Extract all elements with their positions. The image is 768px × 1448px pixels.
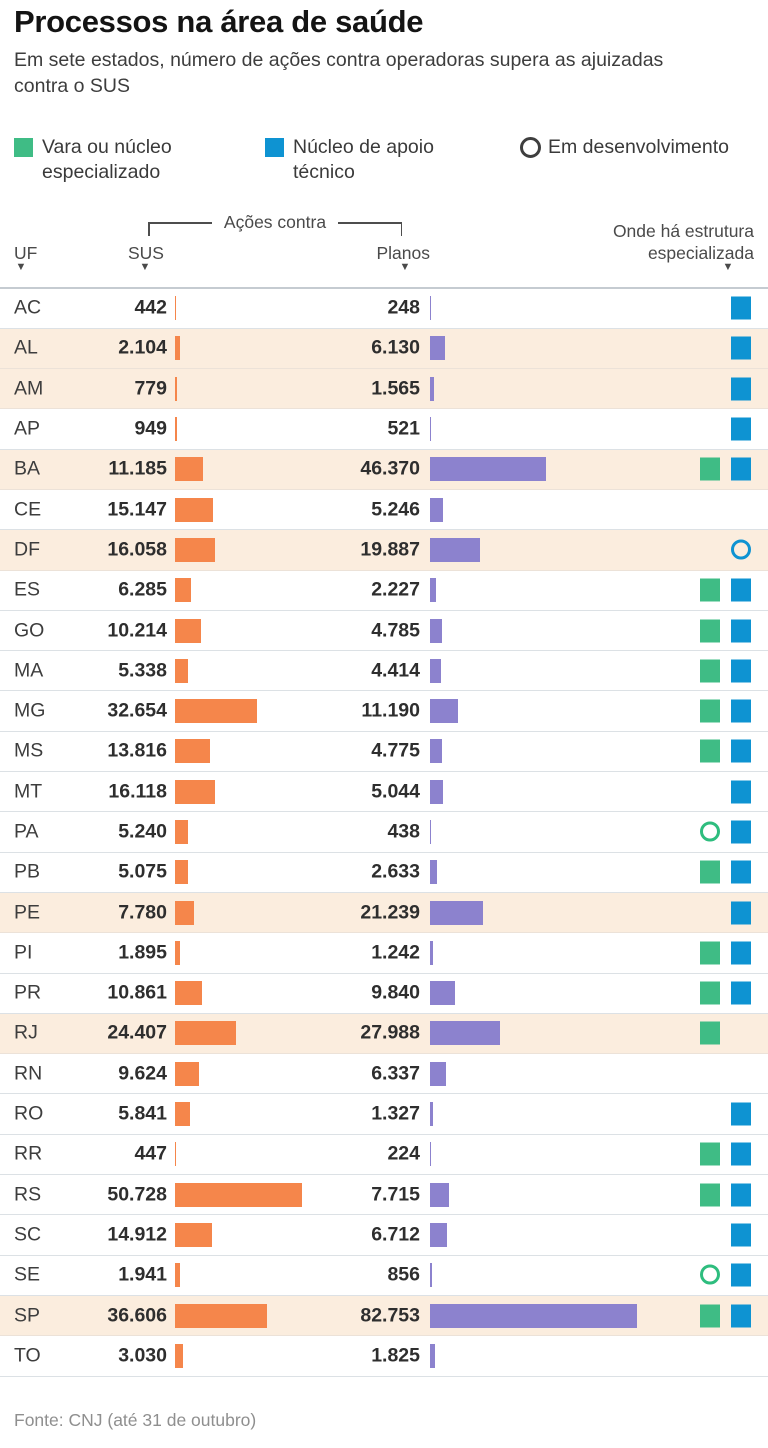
planos-value: 6.130: [371, 336, 420, 359]
planos-value: 248: [387, 296, 420, 319]
planos-value: 224: [387, 1142, 420, 1165]
sus-value: 10.861: [107, 981, 167, 1004]
sus-value: 14.912: [107, 1223, 167, 1246]
blue-square-icon: [731, 297, 751, 320]
state-rows: [0, 289, 768, 1377]
vara-status-slot: [700, 1143, 720, 1166]
planos-value: 438: [387, 820, 420, 843]
row-uf-label: RS: [14, 1183, 42, 1206]
blue-square-icon: [731, 1264, 751, 1287]
blue-square-icon: [731, 1304, 751, 1327]
vara-status-slot: [700, 700, 720, 723]
nucleo-status-slot: [731, 337, 751, 360]
legend-item-desenvolvimento: [520, 135, 768, 160]
row-uf-label: AM: [14, 377, 44, 400]
blue-square-icon: [731, 700, 751, 723]
row-uf-label: DF: [14, 538, 40, 561]
legend-item-nucleo: [265, 135, 473, 185]
nucleo-status-slot: [731, 780, 751, 803]
planos-bar: [430, 578, 436, 602]
sus-bar: [175, 377, 177, 401]
row-uf-label: RJ: [14, 1021, 38, 1044]
planos-value: 1.327: [371, 1102, 420, 1125]
table-row: [0, 450, 768, 490]
vara-status-slot: [700, 418, 720, 441]
row-uf-label: SE: [14, 1263, 41, 1286]
planos-value: 5.246: [371, 498, 420, 521]
legend-label: Em desenvolvimento: [548, 136, 730, 158]
nucleo-status-slot: [731, 1022, 751, 1045]
sus-value: 442: [134, 296, 167, 319]
blue-square-icon: [731, 1223, 751, 1246]
planos-bar: [430, 1223, 447, 1247]
nucleo-status-slot: [731, 458, 751, 481]
planos-bar: [430, 296, 431, 320]
planos-bar: [430, 538, 480, 562]
blue-developing-circle-icon: [731, 539, 751, 559]
row-uf-label: AP: [14, 417, 41, 440]
green-square-icon: [700, 700, 720, 723]
table-row: [0, 812, 768, 852]
sus-value: 9.624: [118, 1062, 167, 1085]
nucleo-status-slot: [731, 861, 751, 884]
nucleo-status-slot: [731, 1344, 751, 1367]
nucleo-status-slot: [731, 297, 751, 320]
blue-square-icon: [731, 337, 751, 360]
planos-bar: [430, 1344, 435, 1368]
nucleo-status-slot: [731, 538, 751, 561]
nucleo-status-slot: [731, 1062, 751, 1085]
vara-status-slot: [700, 780, 720, 803]
row-uf-label: CE: [14, 498, 42, 521]
row-uf-label: MG: [14, 699, 46, 722]
blue-square-icon: [731, 619, 751, 642]
sus-bar: [175, 820, 188, 844]
sus-bar: [175, 1263, 180, 1287]
sus-bar: [175, 619, 201, 643]
row-uf-label: SC: [14, 1223, 42, 1246]
table-row: [0, 1135, 768, 1175]
blue-square-icon: [731, 861, 751, 884]
blue-square-icon: [731, 901, 751, 924]
planos-bar: [430, 498, 443, 522]
planos-value: 4.785: [371, 619, 420, 642]
row-uf-label: TO: [14, 1344, 41, 1367]
sus-value: 32.654: [107, 699, 167, 722]
nucleo-status-slot: [731, 821, 751, 844]
sus-value: 779: [134, 377, 167, 400]
sus-bar: [175, 538, 215, 562]
blue-square-icon: [731, 982, 751, 1005]
row-uf-label: SP: [14, 1304, 41, 1327]
vara-status-slot: [700, 619, 720, 642]
vara-status-slot: [700, 538, 720, 561]
sus-bar: [175, 941, 180, 965]
nucleo-status-slot: [731, 1304, 751, 1327]
blue-square-icon: [731, 740, 751, 763]
sus-bar: [175, 1344, 183, 1368]
planos-value: 2.227: [371, 578, 420, 601]
nucleo-status-slot: [731, 377, 751, 400]
sus-bar: [175, 498, 213, 522]
blue-square-icon: [731, 377, 751, 400]
planos-value: 7.715: [371, 1183, 420, 1206]
blue-square-icon: [731, 941, 751, 964]
nucleo-status-slot: [731, 619, 751, 642]
table-row: [0, 974, 768, 1014]
vara-status-slot: [700, 337, 720, 360]
planos-value: 6.712: [371, 1223, 420, 1246]
table-row: [0, 1296, 768, 1336]
row-uf-label: AC: [14, 296, 42, 319]
row-uf-label: BA: [14, 457, 41, 480]
planos-bar: [430, 457, 546, 481]
row-uf-label: PE: [14, 901, 41, 924]
sus-bar: [175, 1102, 190, 1126]
row-uf-label: PI: [14, 941, 33, 964]
vara-status-slot: [700, 982, 720, 1005]
planos-bar: [430, 1183, 449, 1207]
sus-value: 15.147: [107, 498, 167, 521]
table-row: [0, 933, 768, 973]
green-square-icon: [700, 982, 720, 1005]
vara-status-slot: [700, 740, 720, 763]
sus-bar: [175, 417, 177, 441]
planos-bar: [430, 981, 455, 1005]
table-row: [0, 1336, 768, 1376]
sort-triangle-icon: ▼: [15, 261, 27, 273]
table-row: [0, 651, 768, 691]
vara-status-slot: [700, 297, 720, 320]
green-square-icon: [700, 941, 720, 964]
planos-value: 6.337: [371, 1062, 420, 1085]
planos-value: 521: [387, 417, 420, 440]
sus-bar: [175, 901, 194, 925]
sus-value: 447: [134, 1142, 167, 1165]
planos-value: 856: [387, 1263, 420, 1286]
table-row: [0, 772, 768, 812]
sus-bar: [175, 860, 188, 884]
nucleo-status-slot: [731, 418, 751, 441]
nucleo-status-slot: [731, 941, 751, 964]
blue-square-icon: [265, 138, 284, 157]
planos-bar: [430, 417, 431, 441]
blue-square-icon: [731, 659, 751, 682]
sus-bar: [175, 457, 203, 481]
table-row: [0, 1256, 768, 1296]
nucleo-status-slot: [731, 740, 751, 763]
planos-bar: [430, 699, 458, 723]
table-row: [0, 853, 768, 893]
sus-value: 13.816: [107, 739, 167, 762]
vara-status-slot: [700, 821, 720, 844]
green-square-icon: [14, 138, 33, 157]
planos-bar: [430, 377, 434, 401]
table-row: [0, 571, 768, 611]
blue-square-icon: [731, 418, 751, 441]
bracket-label: Ações contra: [223, 212, 327, 232]
green-square-icon: [700, 1022, 720, 1045]
planos-value: 19.887: [360, 538, 420, 561]
green-square-icon: [700, 619, 720, 642]
planos-bar: [430, 820, 431, 844]
sus-value: 949: [134, 417, 167, 440]
blue-square-icon: [731, 821, 751, 844]
sus-bar: [175, 1304, 267, 1328]
planos-bar: [430, 941, 433, 965]
vara-status-slot: [700, 861, 720, 884]
green-square-icon: [700, 659, 720, 682]
sort-triangle-icon: ▼: [399, 261, 411, 273]
row-uf-label: ES: [14, 578, 41, 601]
vara-status-slot: [700, 377, 720, 400]
sus-value: 5.240: [118, 820, 167, 843]
planos-value: 9.840: [371, 981, 420, 1004]
sus-bar: [175, 699, 257, 723]
nucleo-status-slot: [731, 659, 751, 682]
sus-value: 5.841: [118, 1102, 167, 1125]
row-uf-label: MA: [14, 659, 44, 682]
planos-value: 82.753: [360, 1304, 420, 1327]
row-uf-label: MS: [14, 739, 44, 762]
sus-value: 36.606: [107, 1304, 167, 1327]
planos-value: 46.370: [360, 457, 420, 480]
column-header-uf: UF: [14, 243, 38, 263]
vara-status-slot: [700, 1344, 720, 1367]
vara-status-slot: [700, 1062, 720, 1085]
page-title: Processos na área de saúde: [14, 4, 424, 39]
table-row: [0, 369, 768, 409]
planos-value: 1.242: [371, 941, 420, 964]
green-square-icon: [700, 1183, 720, 1206]
sus-value: 16.118: [108, 780, 167, 803]
table-row: [0, 1215, 768, 1255]
sus-value: 5.075: [118, 860, 167, 883]
vara-status-slot: [700, 498, 720, 521]
column-header-sus: SUS: [128, 243, 164, 263]
green-developing-circle-icon: [700, 1265, 720, 1285]
row-uf-label: RO: [14, 1102, 44, 1125]
sort-triangle-icon: ▼: [722, 261, 734, 273]
vara-status-slot: [700, 1304, 720, 1327]
nucleo-status-slot: [731, 1143, 751, 1166]
planos-value: 1.565: [371, 377, 420, 400]
planos-bar: [430, 659, 441, 683]
planos-bar: [430, 336, 445, 360]
row-uf-label: PR: [14, 981, 42, 1004]
planos-bar: [430, 739, 442, 763]
blue-square-icon: [731, 458, 751, 481]
blue-square-icon: [731, 1103, 751, 1126]
nucleo-status-slot: [731, 982, 751, 1005]
sus-bar: [175, 1062, 199, 1086]
vara-status-slot: [700, 901, 720, 924]
planos-bar: [430, 1021, 500, 1045]
page-subtitle: Em sete estados, número de ações contra operadoras supera as ajuizadas contra o SUS: [14, 49, 664, 97]
nucleo-status-slot: [731, 1223, 751, 1246]
green-square-icon: [700, 458, 720, 481]
sus-bar: [175, 739, 210, 763]
green-square-icon: [700, 861, 720, 884]
planos-bar: [430, 1263, 432, 1287]
vara-status-slot: [700, 1223, 720, 1246]
sus-value: 2.104: [118, 336, 167, 359]
planos-bar: [430, 860, 437, 884]
table-row: [0, 691, 768, 731]
sus-bar: [175, 296, 176, 320]
table-row: [0, 329, 768, 369]
row-uf-label: PA: [14, 820, 39, 843]
column-header-planos: Planos: [376, 243, 430, 263]
planos-value: 11.190: [361, 699, 420, 722]
table-row: [0, 1054, 768, 1094]
planos-value: 27.988: [360, 1021, 420, 1044]
vara-status-slot: [700, 1103, 720, 1126]
table-row: [0, 1014, 768, 1054]
vara-status-slot: [700, 659, 720, 682]
sus-value: 10.214: [107, 619, 167, 642]
row-uf-label: MT: [14, 780, 43, 803]
green-square-icon: [700, 1143, 720, 1166]
vara-status-slot: [700, 458, 720, 481]
planos-value: 2.633: [371, 860, 420, 883]
vara-status-slot: [700, 941, 720, 964]
row-uf-label: GO: [14, 619, 45, 642]
nucleo-status-slot: [731, 579, 751, 602]
table-row: [0, 490, 768, 530]
planos-value: 4.775: [371, 739, 420, 762]
blue-square-icon: [731, 780, 751, 803]
row-uf-label: PB: [14, 860, 41, 883]
nucleo-status-slot: [731, 1183, 751, 1206]
sus-bar: [175, 1223, 212, 1247]
table-row: [0, 1175, 768, 1215]
column-header-structure: Onde há estrutura especializada: [612, 221, 754, 263]
planos-bar: [430, 619, 442, 643]
sus-bar: [175, 578, 191, 602]
sus-value: 11.185: [108, 457, 167, 480]
sus-value: 5.338: [118, 659, 167, 682]
green-square-icon: [700, 1304, 720, 1327]
planos-value: 21.239: [360, 901, 420, 924]
vara-status-slot: [700, 1022, 720, 1045]
outline-circle-icon: [520, 137, 541, 158]
row-uf-label: RR: [14, 1142, 43, 1165]
nucleo-status-slot: [731, 901, 751, 924]
row-uf-label: AL: [14, 336, 38, 359]
nucleo-status-slot: [731, 1103, 751, 1126]
sus-bar: [175, 780, 215, 804]
vara-status-slot: [700, 1183, 720, 1206]
planos-bar: [430, 780, 443, 804]
green-developing-circle-icon: [700, 822, 720, 842]
legend-label: Vara ou núcleo especializado: [42, 136, 172, 183]
sus-value: 7.780: [118, 901, 167, 924]
table-row: [0, 1094, 768, 1134]
table-row: [0, 289, 768, 329]
green-square-icon: [700, 579, 720, 602]
planos-bar: [430, 1304, 637, 1328]
sus-bar: [175, 336, 180, 360]
planos-bar: [430, 901, 483, 925]
planos-bar: [430, 1142, 431, 1166]
legend-label: Núcleo de apoio técnico: [293, 136, 434, 183]
sus-value: 1.941: [118, 1263, 167, 1286]
sus-value: 3.030: [118, 1344, 167, 1367]
blue-square-icon: [731, 1143, 751, 1166]
planos-value: 5.044: [371, 780, 420, 803]
legend-item-vara: [14, 135, 222, 185]
nucleo-status-slot: [731, 1264, 751, 1287]
planos-bar: [430, 1102, 433, 1126]
sort-triangle-icon: ▼: [139, 261, 151, 273]
row-uf-label: RN: [14, 1062, 43, 1085]
planos-bar: [430, 1062, 446, 1086]
blue-square-icon: [731, 1183, 751, 1206]
planos-value: 1.825: [371, 1344, 420, 1367]
sus-value: 16.058: [107, 538, 167, 561]
sus-value: 50.728: [107, 1183, 167, 1206]
table-row: [0, 893, 768, 933]
sus-bar: [175, 981, 202, 1005]
table-row: [0, 530, 768, 570]
sus-value: 6.285: [118, 578, 167, 601]
planos-value: 4.414: [371, 659, 420, 682]
sus-bar: [175, 1021, 236, 1045]
vara-status-slot: [700, 1264, 720, 1287]
sus-bar: [175, 659, 188, 683]
sus-bar: [175, 1142, 176, 1166]
nucleo-status-slot: [731, 498, 751, 521]
blue-square-icon: [731, 579, 751, 602]
sus-value: 24.407: [107, 1021, 167, 1044]
green-square-icon: [700, 740, 720, 763]
sus-value: 1.895: [118, 941, 167, 964]
source-note: Fonte: CNJ (até 31 de outubro): [14, 1410, 257, 1430]
table-row: [0, 611, 768, 651]
vara-status-slot: [700, 579, 720, 602]
table-row: [0, 409, 768, 449]
table-row: [0, 732, 768, 772]
nucleo-status-slot: [731, 700, 751, 723]
